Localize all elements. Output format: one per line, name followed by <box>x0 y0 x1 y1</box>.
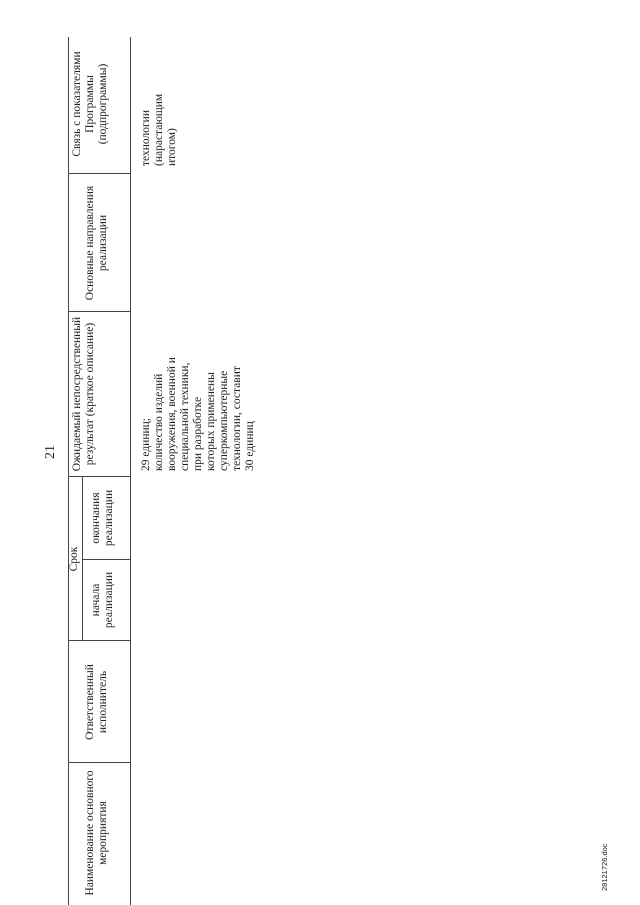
header-executor: Ответственный исполнитель <box>84 664 109 740</box>
result-line: специальной техники, <box>179 362 191 471</box>
result-line: при разработке <box>192 396 204 471</box>
header-directions: Основные направления реализации <box>84 185 109 301</box>
col-divider-3 <box>82 559 130 560</box>
header-name: Наименование основного мероприятия <box>84 770 109 896</box>
table-top-rule <box>68 37 69 905</box>
result-line: количество изделий <box>153 373 165 471</box>
result-line: которых применены <box>205 372 217 471</box>
result-line: технологии, составит <box>231 366 243 471</box>
header-term-start: начала реализации <box>90 571 115 629</box>
result-line: 29 единиц; <box>140 418 152 471</box>
result-line: вооружения, военной и <box>166 357 178 471</box>
header-term-end: окончания реализации <box>90 489 115 547</box>
link-line: итогом) <box>166 128 178 166</box>
document-id: 28121726.doc <box>600 843 609 891</box>
header-result: Ожидаемый непосредственный результат (краткое описание) <box>71 316 96 472</box>
table-header-bottom-rule <box>130 37 131 905</box>
col-divider-6 <box>68 173 130 174</box>
header-term: Срок <box>68 546 80 572</box>
result-cell <box>140 357 257 471</box>
col-divider-1 <box>68 762 130 763</box>
result-line: 30 единиц <box>244 421 256 471</box>
result-line: суперкомпьютерные <box>218 370 230 471</box>
link-line: технологии <box>140 110 152 166</box>
header-link: Связь с показателями Программы (подпрограммы) <box>71 51 109 157</box>
link-line: (нарастающим <box>153 93 165 166</box>
link-cell <box>140 94 179 166</box>
col-divider-5 <box>68 311 130 312</box>
page-number: 21 <box>43 445 58 459</box>
